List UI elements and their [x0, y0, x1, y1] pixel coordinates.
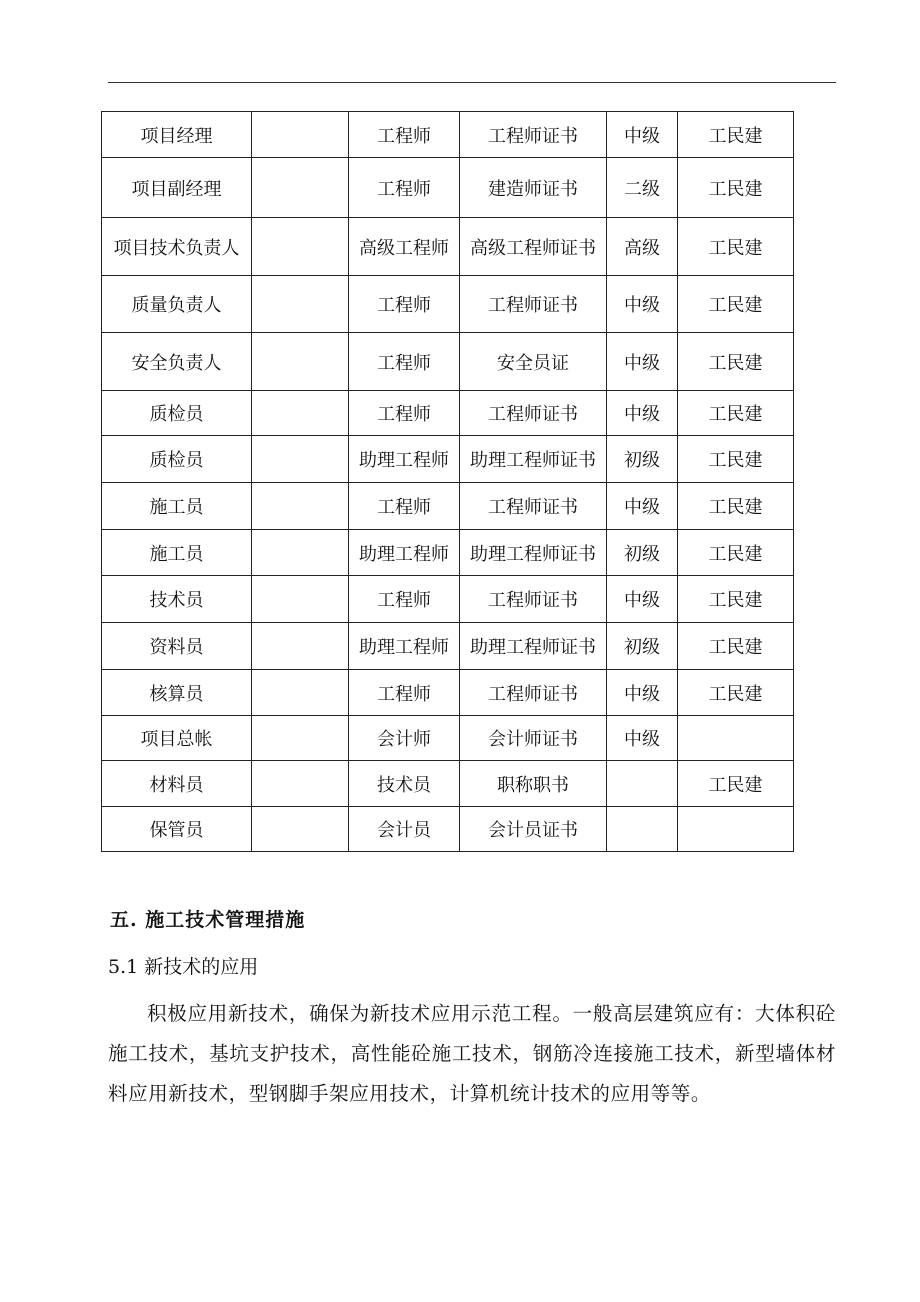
cell-certificate: 助理工程师证书	[460, 436, 607, 483]
table-row	[102, 483, 794, 530]
cell-major: 工民建	[678, 333, 794, 391]
cell-level: 中级	[607, 391, 678, 436]
cell-role: 资料员	[102, 623, 252, 670]
table-row	[102, 333, 794, 391]
cell-role: 施工员	[102, 530, 252, 576]
cell-certificate: 工程师证书	[460, 670, 607, 716]
cell-level: 初级	[607, 623, 678, 670]
cell-name	[252, 761, 349, 807]
table-row	[102, 670, 794, 716]
table-row	[102, 218, 794, 276]
cell-major: 工民建	[678, 576, 794, 623]
cell-level	[607, 761, 678, 807]
cell-name	[252, 276, 349, 333]
cell-certificate: 工程师证书	[460, 391, 607, 436]
cell-major: 工民建	[678, 761, 794, 807]
table-row	[102, 158, 794, 218]
cell-title: 工程师	[349, 276, 460, 333]
cell-certificate: 助理工程师证书	[460, 623, 607, 670]
cell-level: 中级	[607, 112, 678, 158]
body-paragraph: 积极应用新技术，确保为新技术应用示范工程。一般高层建筑应有：大体积砼施工技术，基坑支护技术，高性能砼施工技术，钢筋冷连接施工技术，新型墙体材料应用新技术，型钢脚手架应用技术，计算机统计技术的应用等等。	[108, 1002, 836, 1105]
cell-level: 高级	[607, 218, 678, 276]
cell-role: 项目副经理	[102, 158, 252, 218]
cell-major: 工民建	[678, 158, 794, 218]
cell-level: 二级	[607, 158, 678, 218]
section-heading: 五. 施工技术管理措施	[110, 909, 306, 931]
cell-major	[678, 716, 794, 761]
cell-major	[678, 807, 794, 852]
cell-level: 中级	[607, 333, 678, 391]
cell-name	[252, 436, 349, 483]
cell-major: 工民建	[678, 112, 794, 158]
table-row	[102, 623, 794, 670]
cell-name	[252, 670, 349, 716]
table-row	[102, 807, 794, 852]
cell-major: 工民建	[678, 483, 794, 530]
cell-name	[252, 218, 349, 276]
cell-role: 技术员	[102, 576, 252, 623]
cell-role: 材料员	[102, 761, 252, 807]
cell-name	[252, 530, 349, 576]
cell-certificate: 工程师证书	[460, 276, 607, 333]
cell-certificate: 工程师证书	[460, 112, 607, 158]
cell-title: 会计员	[349, 807, 460, 852]
cell-role: 核算员	[102, 670, 252, 716]
cell-role: 质检员	[102, 436, 252, 483]
cell-name	[252, 333, 349, 391]
table-row	[102, 530, 794, 576]
subsection-heading: 5.1 新技术的应用	[108, 956, 259, 978]
cell-level: 中级	[607, 276, 678, 333]
cell-title: 工程师	[349, 158, 460, 218]
cell-certificate: 安全员证	[460, 333, 607, 391]
cell-title: 助理工程师	[349, 530, 460, 576]
cell-level: 初级	[607, 436, 678, 483]
cell-level: 中级	[607, 576, 678, 623]
cell-role: 保管员	[102, 807, 252, 852]
cell-certificate: 职称职书	[460, 761, 607, 807]
table-row	[102, 391, 794, 436]
cell-certificate: 建造师证书	[460, 158, 607, 218]
cell-certificate: 工程师证书	[460, 576, 607, 623]
cell-major: 工民建	[678, 623, 794, 670]
cell-major: 工民建	[678, 436, 794, 483]
staff-qualification-table	[101, 111, 794, 852]
cell-name	[252, 576, 349, 623]
cell-name	[252, 158, 349, 218]
cell-role: 项目技术负责人	[102, 218, 252, 276]
cell-major: 工民建	[678, 391, 794, 436]
table-row	[102, 761, 794, 807]
cell-name	[252, 112, 349, 158]
cell-certificate: 工程师证书	[460, 483, 607, 530]
cell-major: 工民建	[678, 218, 794, 276]
cell-title: 工程师	[349, 333, 460, 391]
cell-title: 助理工程师	[349, 623, 460, 670]
table-row	[102, 276, 794, 333]
header-rule	[108, 82, 836, 83]
cell-certificate: 会计员证书	[460, 807, 607, 852]
cell-certificate: 会计师证书	[460, 716, 607, 761]
cell-title: 高级工程师	[349, 218, 460, 276]
cell-title: 工程师	[349, 670, 460, 716]
cell-level: 中级	[607, 483, 678, 530]
cell-level	[607, 807, 678, 852]
table-row	[102, 716, 794, 761]
cell-level: 中级	[607, 716, 678, 761]
table-row	[102, 112, 794, 158]
cell-title: 工程师	[349, 112, 460, 158]
cell-name	[252, 716, 349, 761]
cell-role: 施工员	[102, 483, 252, 530]
table-row	[102, 576, 794, 623]
cell-title: 工程师	[349, 391, 460, 436]
cell-name	[252, 391, 349, 436]
cell-name	[252, 483, 349, 530]
cell-role: 质检员	[102, 391, 252, 436]
cell-title: 工程师	[349, 483, 460, 530]
cell-certificate: 助理工程师证书	[460, 530, 607, 576]
cell-level: 中级	[607, 670, 678, 716]
cell-name	[252, 623, 349, 670]
cell-level: 初级	[607, 530, 678, 576]
cell-title: 助理工程师	[349, 436, 460, 483]
cell-role: 项目总帐	[102, 716, 252, 761]
cell-title: 技术员	[349, 761, 460, 807]
cell-title: 会计师	[349, 716, 460, 761]
table-row	[102, 436, 794, 483]
cell-name	[252, 807, 349, 852]
cell-role: 质量负责人	[102, 276, 252, 333]
cell-major: 工民建	[678, 530, 794, 576]
cell-major: 工民建	[678, 276, 794, 333]
cell-title: 工程师	[349, 576, 460, 623]
cell-role: 安全负责人	[102, 333, 252, 391]
cell-certificate: 高级工程师证书	[460, 218, 607, 276]
cell-major: 工民建	[678, 670, 794, 716]
cell-role: 项目经理	[102, 112, 252, 158]
